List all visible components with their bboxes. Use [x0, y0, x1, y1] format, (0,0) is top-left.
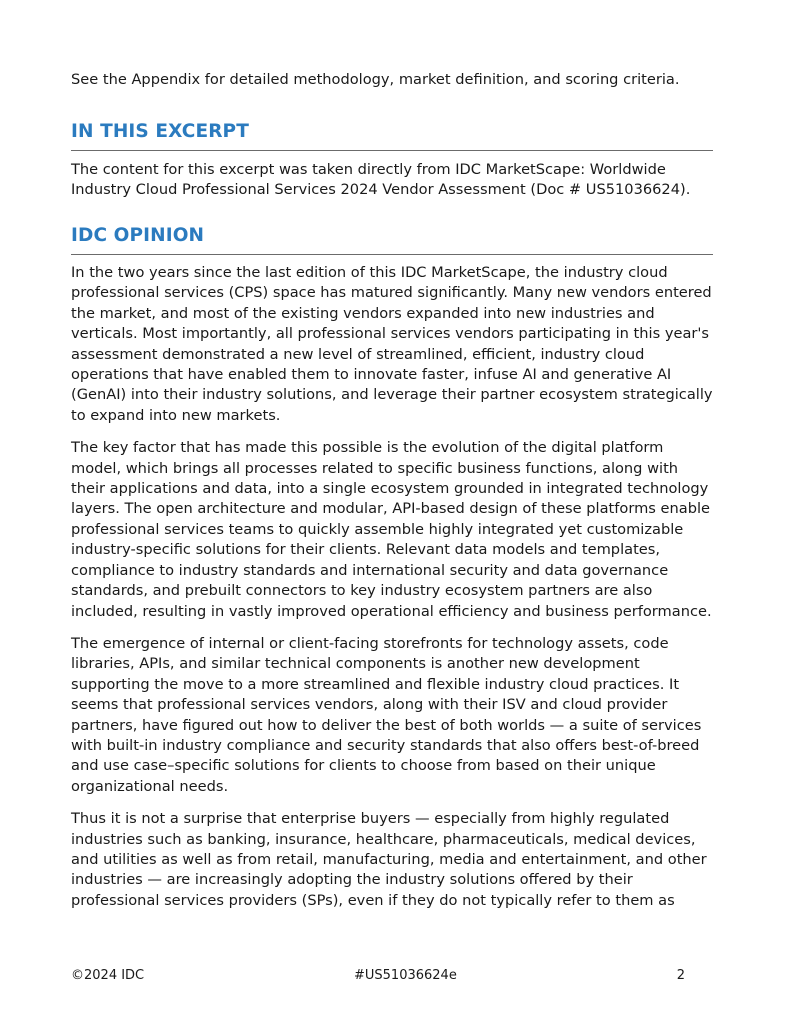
- footer-copyright: ©2024 IDC: [71, 968, 145, 983]
- section-heading: IDC OPINION: [71, 225, 205, 246]
- paragraph: In the two years since the last edition of this IDC MarketScape, the industry cloud professional services (CPS) space has matured significantly. Many new vendors entered the market, and most of the existing vendors expanded into new industries and verticals. Most importantly, all professional services vendors participating in this year's assessment demonstrated a new level of streamlined, efficient, industry cloud operations that have enabled them to innovate faster, infuse AI and generative AI (GenAI) into their industry solutions, and leverage their partner ecosystem strategically to expand into new markets.: [71, 264, 713, 424]
- heading-divider: [71, 254, 713, 255]
- paragraph: Thus it is not a surprise that enterprise buyers — especially from highly regulated industries such as banking, insurance, healthcare, pharmaceuticals, medical devices, and utilities as well as from retail, manufacturing, media and entertainment, and other industries — are increasingly adopting the industry solutions offered by their professional services providers (SPs), even if they do not typically refer to them as: [71, 810, 707, 909]
- heading-divider: [71, 150, 713, 151]
- section-idc-opinion: [71, 224, 713, 911]
- page-footer: [71, 966, 685, 986]
- paragraph: The emergence of internal or client-facing storefronts for technology assets, code libraries, APIs, and similar technical components is another new development supporting the move to a more streamlined and flexible industry cloud practices. It seems that professional services vendors, along with their ISV and cloud provider partners, have figured out how to deliver the best of both worlds — a suite of services with built-in industry compliance and security standards that also offers best-of-breed and use case–specific solutions for clients to choose from based on their unique organizational needs.: [71, 634, 702, 795]
- footer-doc-id: #US51036624e: [354, 968, 457, 983]
- section-heading: IN THIS EXCERPT: [71, 121, 249, 142]
- paragraph: The key factor that has made this possible is the evolution of the digital platform model, which brings all processes related to specific business functions, along with their applications and data, into a single ecosystem grounded in integrated technology layers. The open architecture and modular, API-based design of these platforms enable professional services teams to quickly assemble highly integrated yet customizable industry-specific solutions for their clients. Relevant data models and templates, compliance to industry standards and international security and data governance standards, and prebuilt connectors to key industry ecosystem partners are also included, resulting in vastly improved operational efficiency and business performance.: [71, 439, 712, 620]
- paragraph: The content for this excerpt was taken directly from IDC MarketScape: Worldwide Industry Cloud Professional Services 2024 Vendor Assessment (Doc # US51036624).: [71, 161, 691, 199]
- footer-page-number: 2: [676, 968, 685, 983]
- section-in-this-excerpt: [71, 120, 713, 201]
- intro-paragraph: See the Appendix for detailed methodology, market definition, and scoring criteria.: [71, 71, 680, 88]
